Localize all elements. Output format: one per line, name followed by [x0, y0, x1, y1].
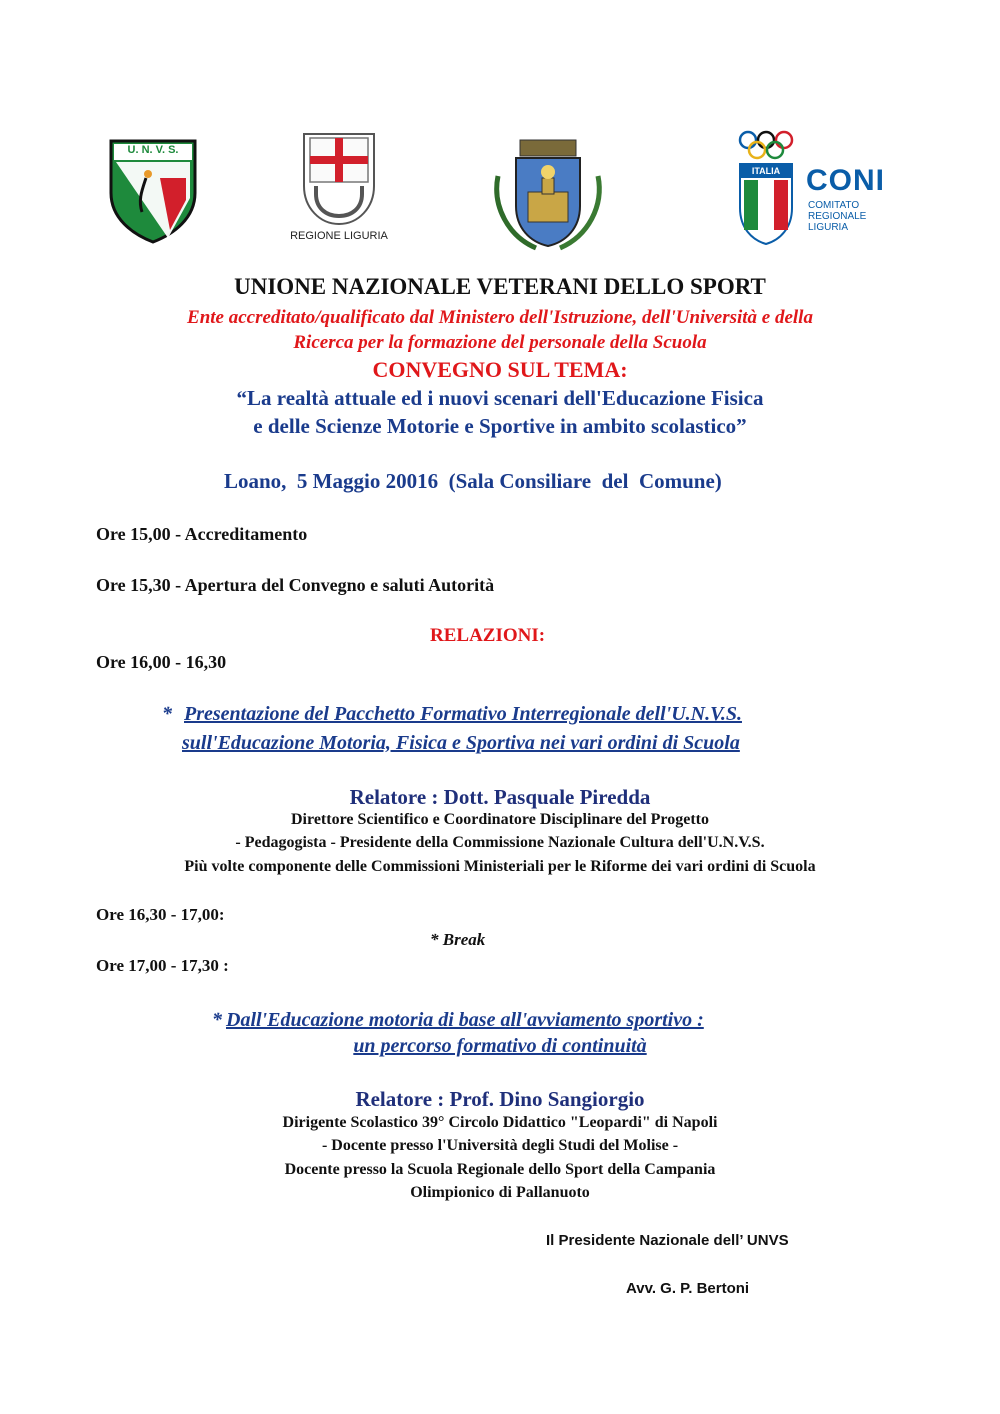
speaker2-name: Relatore : Prof. Dino Sangiorgio	[355, 1087, 645, 1111]
org-title: UNIONE NAZIONALE VETERANI DELLO SPORT	[234, 274, 766, 299]
convegno-heading: CONVEGNO SUL TEMA:	[372, 357, 628, 382]
regione-liguria-caption: REGIONE LIGURIA	[290, 230, 388, 242]
slot-16-30: Ore 16,30 - 17,00:	[96, 905, 225, 924]
theme-line-1: “La realtà attuale ed i nuovi scenari dell'Educazione Fisica	[236, 386, 764, 410]
break-label: * Break	[430, 930, 486, 949]
unvs-logo-text: U. N. V. S.	[127, 144, 179, 156]
talk1-star: *	[162, 703, 172, 725]
talk2-title-line-2: un percorso formativo di continuità	[353, 1035, 647, 1057]
slot-17-00: Ore 17,00 - 17,30 :	[96, 956, 229, 975]
relazioni-heading: RELAZIONI:	[430, 625, 546, 646]
speaker1-name: Relatore : Dott. Pasquale Piredda	[349, 785, 651, 809]
accredit-line-1: Ente accreditato/qualificato dal Ministero dell'Istruzione, dell'Università e della	[187, 307, 813, 328]
unvs-logo	[108, 138, 198, 244]
program-item-apertura: Ore 15,30 - Apertura del Convegno e saluti Autorità	[96, 575, 495, 595]
speaker2-bio-2: - Docente presso l'Università degli Studi del Molise -	[321, 1137, 679, 1154]
coni-sub1: COMITATO	[808, 200, 860, 211]
slot-16-00: Ore 16,00 - 16,30	[96, 652, 227, 672]
talk2-star: *	[212, 1009, 222, 1031]
speaker1-bio-1: Direttore Scientifico e Coordinatore Disciplinare del Progetto	[291, 811, 709, 828]
speaker1-bio-3: Più volte componente delle Commissioni Ministeriali per le Riforme dei vari ordini di Scuola	[184, 858, 816, 875]
loano-crest-logo	[488, 136, 608, 254]
theme-line-2: e delle Scienze Motorie e Sportive in ambito scolastico”	[253, 414, 747, 438]
talk2-title-line-1: Dall'Educazione motoria di base all'avviamento sportivo :	[226, 1009, 704, 1031]
speaker1-bio-2: - Pedagogista - Presidente della Commissione Nazionale Cultura dell'U.N.V.S.	[235, 834, 765, 851]
speaker2-bio-1: Dirigente Scolastico 39° Circolo Didattico "Leopardi" di Napoli	[282, 1114, 718, 1131]
regione-liguria-logo	[290, 130, 388, 242]
signature-role: Il Presidente Nazionale dell’ UNVS	[546, 1232, 789, 1249]
coni-liguria-logo	[736, 128, 886, 246]
place-date: Loano, 5 Maggio 20016 (Sala Consiliare del Comune)	[224, 469, 722, 493]
speaker2-bio-3: Docente presso la Scuola Regionale dello Sport della Campania	[284, 1161, 716, 1178]
accredit-line-2: Ricerca per la formazione del personale della Scuola	[293, 332, 707, 353]
talk1-title-line-1: Presentazione del Pacchetto Formativo Interregionale dell'U.N.V.S.	[184, 703, 742, 725]
coni-italia-text: ITALIA	[751, 166, 781, 176]
speaker2-bio-4: Olimpionico di Pallanuoto	[410, 1184, 590, 1201]
coni-sub2: REGIONALE	[808, 211, 867, 222]
signature-name: Avv. G. P. Bertoni	[626, 1280, 750, 1297]
coni-sub3: LIGURIA	[808, 222, 849, 233]
talk1-title-line-2: sull'Educazione Motoria, Fisica e Sportiva nei vari ordini di Scuola	[182, 732, 740, 754]
program-item-accreditamento: Ore 15,00 - Accreditamento	[96, 524, 308, 544]
coni-name: CONI	[806, 164, 885, 197]
